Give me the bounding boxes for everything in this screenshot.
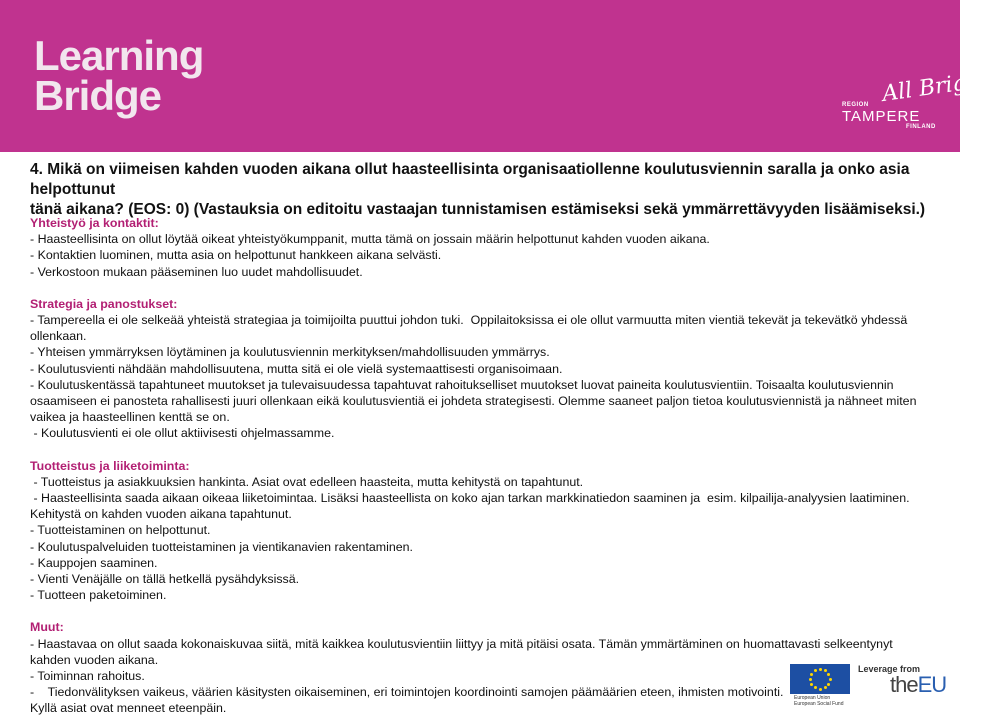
section-line: - Tampereella ei ole selkeää yhteistä strategiaa ja toimijoilta puuttui johdon tuki. Oppilaitoksissa ei ole ollut varmuutta miten vientiä tekevät ja tekevätkö yhdessä (30, 313, 908, 328)
section-line: - Haasteellisinta saada aikaan oikeaa liiketoimintaa. Lisäksi haasteellista on koko ajan tarkan markkinatiedon saaminen ja esim. kilpailija-analyysien laatiminen. (30, 491, 910, 506)
eu-star-icon (814, 669, 817, 672)
section-gap (30, 442, 930, 458)
section-line: - Verkostoon mukaan pääseminen luo uudet mahdollisuudet. (30, 264, 363, 279)
section-line: - Tuotteen paketoiminen. (30, 588, 167, 603)
section-line: - Tuotteistaminen on helpottunut. (30, 523, 211, 538)
section-line: - Koulutuspalveluiden tuotteistaminen ja vientikanavien rakentaminen. (30, 539, 413, 554)
eu-flag-icon (790, 664, 850, 694)
section-line: - Koulutusvienti nähdään mahdollisuutena, mutta sitä ei ole vielä systemaattisesti organisoimaan. (30, 361, 563, 376)
section-title: Strategia ja panostukset: (30, 296, 178, 311)
eu-star-icon (810, 673, 813, 676)
eu-star-icon (827, 673, 830, 676)
section-line: ollenkaan. (30, 329, 87, 344)
eu-star-icon (829, 678, 832, 681)
section-line: - Kauppojen saaminen. (30, 555, 158, 570)
section-line: osaamiseen ei panosteta rahallisesti juuri ollenkaan eikä koulutusvientiä ei johdeta strategisesti. Olemme saaneet paljon tietoa koulutusviennistä ja nähneet miten (30, 394, 917, 409)
eu-caption-line-1: European Union (794, 695, 831, 701)
section-line: - Yhteisen ymmärryksen löytäminen ja koulutusviennin merkityksen/mahdollisuuden ymmärrys. (30, 345, 550, 360)
leverage-text: Leverage from (858, 664, 921, 674)
section-line: - Tiedonvälityksen vaikeus, väärien käsitysten oikaiseminen, eri toimintojen koordinointi samojen päämäärien eteen, ihmisten motivointi. (30, 685, 784, 700)
section-line: - Kontaktien luominen, mutta asia on helpottunut hankkeen aikana selvästi. (30, 248, 442, 263)
eu-star-icon (824, 686, 827, 689)
eu-caption (794, 695, 864, 707)
section-gap (30, 603, 930, 619)
learning-bridge-logo (34, 32, 204, 119)
question-line-1: 4. Mikä on viimeisen kahden vuoden aikana ollut haasteellisinta organisaatiollenne koulutusviennin saralla ja onko asia helpottunut (30, 161, 910, 198)
section-line: - Haasteellisinta on ollut löytää oikeat yhteistyökumppanit, mutta tämä on jossain määrin helpottunut kahden vuoden aikana. (30, 232, 710, 247)
section-line: Kehitystä on kahden vuoden aikana tapahtunut. (30, 507, 292, 522)
section-line: - Koulutuskentässä tapahtuneet muutokset ja tulevaisuudessa tapahtuvat rahoitukselliset muutokset luovat paineita koulutusvientiin. Toisaalta koulutusviennin (30, 377, 894, 392)
region-label: REGION (842, 102, 869, 108)
answers-body (30, 215, 930, 717)
eu-star-icon (814, 686, 817, 689)
eu-star-icon (819, 688, 822, 691)
section-line: vaikea ja haasteellinen kenttä se on. (30, 410, 230, 425)
header-banner (0, 0, 1000, 152)
section-line: - Toiminnan rahoitus. (30, 669, 145, 684)
section-title: Yhteistyö ja kontaktit: (30, 216, 159, 230)
section-line: - Haastavaa on ollut saada kokonaiskuvaa siitä, mitä kaikkea koulutusvientiin liittyy ja mitä pitäisi osata. Tämän ymmärtäminen on huomattavasti selkeentynyt (30, 636, 893, 651)
section-line: - Vienti Venäjälle on tällä hetkellä pysähdyksissä. (30, 572, 300, 587)
logo-line-1: Learning (34, 32, 204, 79)
logo-line-2: Bridge (34, 72, 162, 119)
the-text: the (890, 672, 918, 697)
eu-star-icon (824, 669, 827, 672)
question-heading (30, 160, 940, 220)
section-title: Muut: (30, 620, 64, 635)
section-line: kahden vuoden aikana. (30, 652, 159, 667)
the-eu-wordmark (890, 672, 946, 698)
all-bright-slogan: All Bright! (880, 66, 1000, 107)
section-line: Kyllä asiat ovat menneet eteenpäin. (30, 701, 227, 716)
eu-star-icon (819, 668, 822, 671)
eu-text: EU (917, 672, 947, 697)
eu-star-icon (827, 683, 830, 686)
region-country: FINLAND (906, 124, 936, 130)
region-tampere-logo (840, 66, 1000, 138)
eu-caption-line-2: European Social Fund (794, 701, 844, 707)
section-gap (30, 280, 930, 296)
eu-star-icon (809, 678, 812, 681)
question-line-2: tänä aikana? (EOS: 0) (Vastauksia on editoitu vastaajan tunnistamisen estämiseksi sekä ymmärrettävyyden lisäämiseksi.) (30, 201, 926, 218)
eu-star-icon (810, 683, 813, 686)
eu-funding-logo (790, 662, 950, 708)
section-line: - Koulutusvienti ei ole ollut aktiivisesti ohjelmassamme. (30, 426, 335, 441)
section-line: - Tuotteistus ja asiakkuuksien hankinta. Asiat ovat edelleen haasteita, mutta kehitystä on tapahtunut. (30, 474, 584, 489)
region-name: TAMPERE (842, 108, 921, 125)
section-title: Tuotteistus ja liiketoiminta: (30, 458, 190, 473)
